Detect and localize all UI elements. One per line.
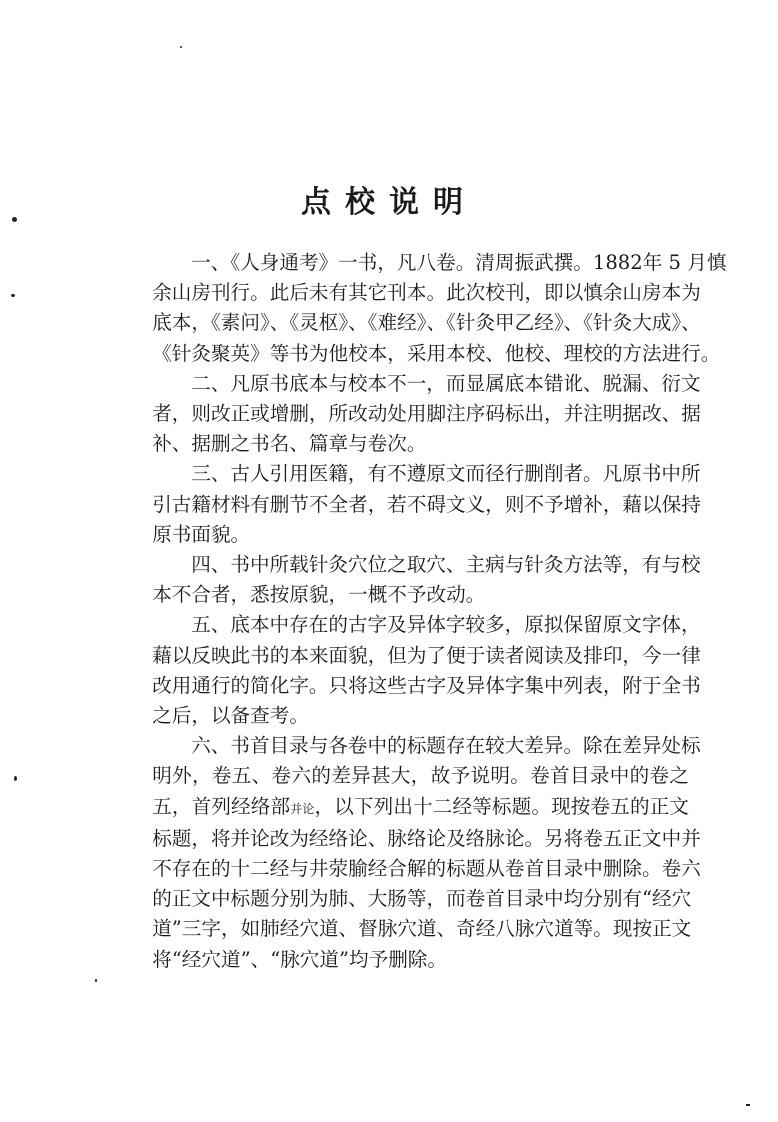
paragraph-2 xyxy=(113,369,701,460)
paragraph-5 xyxy=(113,610,701,731)
text-line: 五、底本中存在的古字及异体字较多，原拟保留原文字体， xyxy=(191,613,701,637)
scan-speck xyxy=(12,217,17,222)
scan-speck xyxy=(14,776,17,781)
text-line-mixed xyxy=(113,792,689,824)
document-body xyxy=(113,248,727,975)
text-line: 引古籍材料有删节不全者，若不碍文义，则不予增补，藉以保持 xyxy=(152,492,701,516)
text-line: 三、古人引用医籍，有不遵原文而径行删削者。凡原书中所 xyxy=(191,462,701,486)
text-line: 四、书中所载针灸穴位之取穴、主病与针灸方法等，有与校 xyxy=(191,553,701,577)
scan-speck xyxy=(11,294,15,297)
text-line: 改用通行的简化字。只将这些古字及异体字集中列表，附于全书 xyxy=(152,673,701,697)
text-line: 本不合者，悉按原貌，一概不予改动。 xyxy=(152,583,486,607)
text-line: 余山房刊行。此后未有其它刊本。此次校刊，即以慎余山房本为 xyxy=(152,281,701,305)
text-line: 者，则改正或增删，所改动处用脚注序码标出，并注明据改、据 xyxy=(152,402,701,426)
text-line: 明外，卷五、卷六的差异甚大，故予说明。卷首目录中的卷之 xyxy=(152,764,689,788)
page-title: 点校说明 xyxy=(301,185,477,220)
text-line: 不存在的十二经与井荥腧经合解的标题从卷首目录中删除。卷六 xyxy=(152,857,701,881)
paragraph-3 xyxy=(113,459,701,550)
text-line: 标题，将并论改为经络论、脉络论及络脉论。另将卷五正文中并 xyxy=(152,826,701,850)
text-line: 一、《人身通考》一书，凡八卷。清周振武撰。1882年 5 月慎 xyxy=(191,251,727,274)
paragraph-4 xyxy=(113,550,701,610)
scan-speck xyxy=(746,1104,750,1106)
scan-speck xyxy=(95,979,97,982)
scan-speck xyxy=(180,46,182,48)
text-line: 二、凡原书底本与校本不一，而显属底本错讹、脱漏、衍文 xyxy=(191,371,701,395)
paragraph-1 xyxy=(113,248,727,369)
text-line: 六、书首目录与各卷中的标题存在较大差异。除在差异处标 xyxy=(191,734,701,758)
text-line: 之后，以备查考。 xyxy=(152,704,309,728)
paragraph-6 xyxy=(113,731,701,975)
text-line: 藉以反映此书的本来面貌，但为了便于读者阅读及排印，今一律 xyxy=(152,643,701,667)
text-segment: 五，首列经络部 xyxy=(152,794,291,818)
small-note: 并论 xyxy=(290,801,315,816)
text-segment: ，以下列出十二经等标题。现按卷五的正文 xyxy=(314,794,689,818)
text-line: 原书面貌。 xyxy=(152,522,251,546)
text-line: 道”三字，如肺经穴道、督脉穴道、奇经八脉穴道等。现按正文 xyxy=(152,917,692,941)
text-line: 《针灸聚英》等书为他校本，采用本校、他校、理校的方法进行。 xyxy=(152,341,721,365)
text-line: 补、据删之书名、篇章与卷次。 xyxy=(152,432,427,456)
text-line: 的正文中标题分别为肺、大肠等，而卷首目录中均分别有“经穴 xyxy=(152,887,692,911)
text-line: 底本，《素问》、《灵枢》、《难经》、《针灸甲乙经》、《针灸大成》、 xyxy=(152,311,701,335)
text-line: 将“经穴道”、“脉穴道”均予删除。 xyxy=(152,947,447,971)
